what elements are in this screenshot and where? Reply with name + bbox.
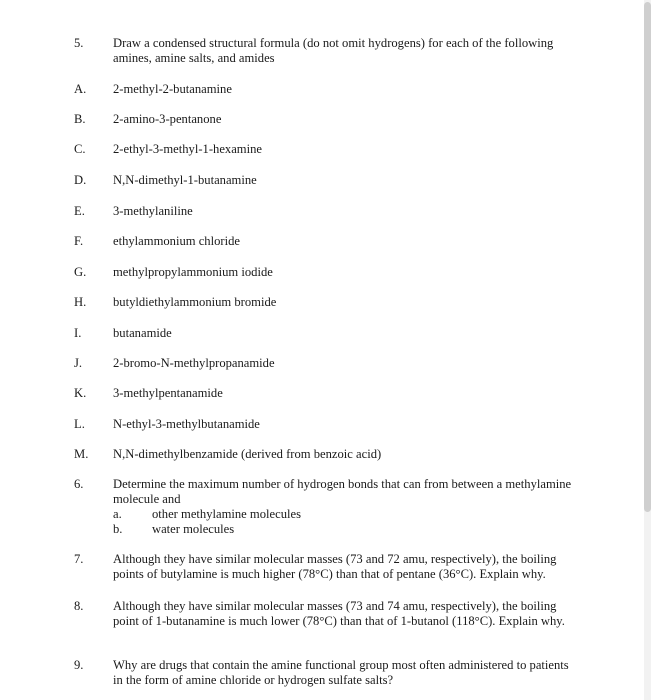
item-letter: E. <box>74 204 85 218</box>
sub-letter: a. <box>113 507 122 521</box>
sub-item-a <box>113 507 578 522</box>
item-text: 2-bromo-N-methylpropanamide <box>113 356 275 370</box>
item-text: 2-ethyl-3-methyl-1-hexamine <box>113 142 262 156</box>
item-letter: F. <box>74 234 84 248</box>
question-text: Why are drugs that contain the amine functional group most often administered to patients in the form of amine chloride or hydrogen sulfate salts? <box>113 658 569 687</box>
item-text: N,N-dimethylbenzamide (derived from benzoic acid) <box>113 447 382 461</box>
scrollbar-thumb[interactable] <box>644 2 651 512</box>
item-letter: D. <box>74 173 87 187</box>
question-text: Although they have similar molecular masses (73 and 74 amu, respectively), the boiling point of 1-butanamine is much lower (78°C) than that of 1-butanol (118°C). Explain why. <box>113 599 565 628</box>
question-text: Determine the maximum number of hydrogen bonds that can from between a methylamine molecule and <box>113 477 572 506</box>
item-letter: J. <box>74 356 83 370</box>
item-letter: H. <box>74 295 87 309</box>
item-letter: L. <box>74 417 85 431</box>
question-body <box>113 477 578 537</box>
question-text: Draw a condensed structural formula (do not omit hydrogens) for each of the following amines, amine salts, and amides <box>113 36 554 65</box>
sub-text: water molecules <box>152 522 235 536</box>
item-text: 3-methylpentanamide <box>113 386 223 400</box>
item-letter: B. <box>74 112 86 126</box>
question-number: 9. <box>74 658 84 672</box>
item-letter: I. <box>74 326 82 340</box>
item-letter: C. <box>74 142 86 156</box>
item-letter: A. <box>74 82 87 96</box>
sub-letter: b. <box>113 522 123 536</box>
item-text: N-ethyl-3-methylbutanamide <box>113 417 260 431</box>
item-text: 2-amino-3-pentanone <box>113 112 222 126</box>
question-number: 6. <box>74 477 84 491</box>
item-letter: G. <box>74 265 87 279</box>
question-number: 5. <box>74 36 84 50</box>
item-letter: M. <box>74 447 89 461</box>
item-text: 3-methylaniline <box>113 204 193 218</box>
sub-text: other methylamine molecules <box>152 507 301 521</box>
item-text: butyldiethylammonium bromide <box>113 295 277 309</box>
item-text: butanamide <box>113 326 172 340</box>
item-text: N,N-dimethyl-1-butanamine <box>113 173 257 187</box>
item-text: ethylammonium chloride <box>113 234 240 248</box>
item-text: methylpropylammonium iodide <box>113 265 273 279</box>
sub-item-b <box>113 522 578 537</box>
question-number: 7. <box>74 552 84 566</box>
item-text: 2-methyl-2-butanamine <box>113 82 232 96</box>
item-letter: K. <box>74 386 87 400</box>
question-number: 8. <box>74 599 84 613</box>
vertical-scrollbar[interactable] <box>644 0 651 700</box>
question-text: Although they have similar molecular masses (73 and 72 amu, respectively), the boiling points of butylamine is much higher (78°C) than that of pentane (36°C). Explain why. <box>113 552 557 581</box>
